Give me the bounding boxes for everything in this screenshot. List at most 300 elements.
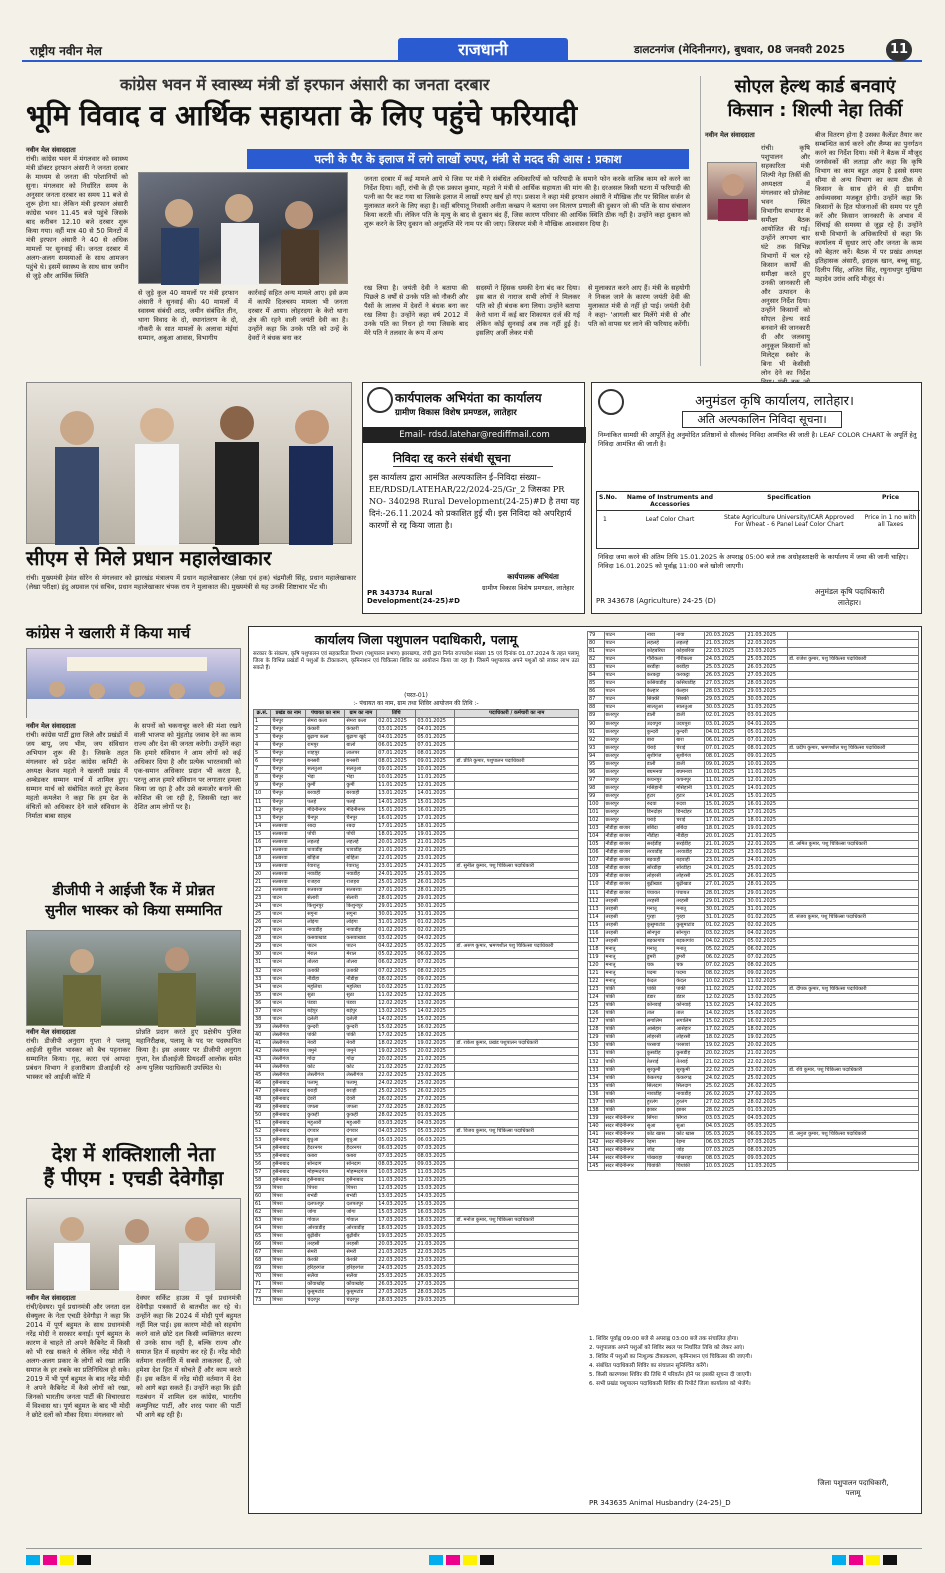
table-cell: बारा bbox=[675, 736, 704, 744]
table-cell: किशुनपुर bbox=[306, 903, 345, 911]
table-cell: सतबरवा bbox=[271, 822, 306, 830]
table-cell bbox=[788, 1082, 919, 1090]
table-cell: 20.02.2025 bbox=[746, 1042, 788, 1050]
table-cell: 11.03.2025 bbox=[746, 1163, 788, 1171]
table-cell: दलपतपुर bbox=[306, 1200, 345, 1208]
vet-note-1: 1. शिविर पूर्वाह्न 09:00 बजे से अपराह्न 03:00 बजे तक संचालित होगा। bbox=[589, 1336, 739, 1342]
deve-byline: नवीन मेल संवाददाता bbox=[26, 1294, 76, 1302]
table-cell: महुआरी bbox=[306, 1120, 345, 1128]
table-cell: पांकी bbox=[604, 1002, 645, 1010]
table-cell: नावाडीह bbox=[675, 1090, 704, 1098]
table-cell: 24.01.2025 bbox=[746, 857, 788, 865]
table-cell: 46 bbox=[254, 1080, 271, 1088]
table-cell: बबिंदा bbox=[675, 825, 704, 833]
table-cell: 26.03.2025 bbox=[704, 672, 746, 680]
table-cell: सोनपुरा bbox=[645, 929, 674, 937]
table-cell: 17.01.2025 bbox=[746, 809, 788, 817]
table-cell: 28.01.2025 bbox=[416, 887, 455, 895]
table-cell: बड़ेपुर bbox=[345, 1007, 377, 1015]
table-cell bbox=[788, 1026, 919, 1034]
table-cell: झाबर bbox=[675, 1106, 704, 1114]
table-cell: तरहसी bbox=[604, 913, 645, 921]
table-cell: पिपरा bbox=[271, 1241, 306, 1249]
table-cell: लहलहे bbox=[345, 838, 377, 846]
table-row bbox=[254, 1184, 579, 1192]
table-cell: डॉ. विजय कुमार, पशु चिकित्सा पदाधिकारी bbox=[455, 1128, 579, 1136]
table-cell: बबिंदा bbox=[645, 825, 674, 833]
table-row bbox=[588, 929, 919, 937]
table-cell: बनसरी bbox=[345, 758, 377, 766]
table-cell: सेलारी bbox=[345, 895, 377, 903]
table-cell: हुसैनाबाद bbox=[271, 1144, 306, 1152]
table-cell: मनातू bbox=[604, 953, 645, 961]
table-cell: 145 bbox=[588, 1163, 605, 1171]
table-cell: 07.02.2025 bbox=[416, 959, 455, 967]
ad2-sign2: लातेहार। bbox=[837, 598, 862, 607]
table-cell: 28.01.2025 bbox=[746, 881, 788, 889]
deve-col2: देवघर सर्किट हाउस में पूर्व प्रधानमंत्री देवेगौड़ा पत्रकारों से बातचीत कर रहे थे। उन्होंने कहा कि 2024 में मोदी पूर्ण बहुमत नहीं मिल पाई। इस कारण मोदी को सहयोग करने वाले छोटे दल किसी व्यक्तिगत कारण से उनके साथ नहीं है, बल्कि राज्य और समाज हित में सहयोग कर रहे हैं। नरेंद्र मोदी वर्तमान राजनीति में सबसे ताकतवर हैं, जो हमेशा देश हित में सोचते हैं और काम करते हैं। इस कठिन में नरेंद्र मोदी वर्तमान में देश को आगे बढ़ा सकते हैं। उन्होंने कहा कि इंडी गठबंधन में शामिल दल कांग्रेस, भारतीय कम्युनिस्ट पार्टी, और शरद पवार की पार्टी भी आगे बढ़ रही है। bbox=[136, 1294, 241, 1419]
table-cell: 15.03.2025 bbox=[416, 1200, 455, 1208]
table-cell: 130 bbox=[588, 1042, 605, 1050]
table-cell bbox=[788, 1042, 919, 1050]
table-cell bbox=[455, 935, 579, 943]
table-cell: 19.02.2025 bbox=[746, 1034, 788, 1042]
table-cell: गोवाल bbox=[306, 1216, 345, 1224]
table-cell: 15.01.2025 bbox=[704, 800, 746, 808]
soil-headline-2: किसान : शिल्पी नेहा तिर्की bbox=[727, 100, 903, 121]
table-cell: लेस्लीगंज bbox=[271, 1031, 306, 1039]
table-cell bbox=[788, 865, 919, 873]
table-cell: करकट्टा bbox=[645, 672, 674, 680]
table-cell: सिंगरा bbox=[645, 1114, 674, 1122]
table-cell: कुर्मी bbox=[345, 782, 377, 790]
table-cell: सलैया bbox=[306, 1273, 345, 1281]
table-cell: 13.03.2025 bbox=[377, 1192, 416, 1200]
table-cell: हुसैनाबाद bbox=[306, 1176, 345, 1184]
table-cell: 06.02.2025 bbox=[746, 945, 788, 953]
deve-headline-2: हैं पीएम : एचडी देवेगौड़ा bbox=[43, 1166, 224, 1190]
table-cell: हरिहरगंज bbox=[306, 1265, 345, 1273]
table-cell: पिपरा bbox=[271, 1297, 306, 1305]
table-cell bbox=[788, 768, 919, 776]
table-cell: 22.03.2025 bbox=[704, 648, 746, 656]
table-cell: सदर मेदिनीनगर bbox=[604, 1147, 645, 1155]
table-cell: डिनदोहर bbox=[675, 809, 704, 817]
table-cell: महुलिया bbox=[306, 983, 345, 991]
table-cell: कुकही bbox=[345, 1112, 377, 1120]
table-row bbox=[588, 881, 919, 889]
table-cell: 100 bbox=[588, 800, 605, 808]
table-cell: 12.03.2025 bbox=[416, 1176, 455, 1184]
table-cell: नौडीहा बाजार bbox=[604, 833, 645, 841]
table-cell: डॉ. राकेश कुमार, प्रखंड पशुपालन पदाधिकारी bbox=[455, 1039, 579, 1047]
table-cell: मनातू bbox=[604, 945, 645, 953]
table-cell: 26.02.2025 bbox=[746, 1082, 788, 1090]
table-cell: नौडीहा बाजार bbox=[604, 841, 645, 849]
table-row bbox=[588, 712, 919, 720]
table-cell: 02.01.2025 bbox=[377, 718, 416, 726]
table-cell: 6 bbox=[254, 758, 271, 766]
table-cell: गुरहा bbox=[675, 913, 704, 921]
table-cell: लहलहे bbox=[306, 838, 345, 846]
table-cell: लालपर bbox=[345, 750, 377, 758]
table-cell bbox=[455, 895, 579, 903]
table-row bbox=[588, 768, 919, 776]
table-cell: पांकी bbox=[604, 1074, 645, 1082]
table-cell: चैनपुर bbox=[271, 734, 306, 742]
table-cell: सतबरवा bbox=[271, 846, 306, 854]
table-cell: 110 bbox=[588, 881, 605, 889]
table-cell: 31.01.2025 bbox=[746, 905, 788, 913]
table-cell: पिपरा bbox=[271, 1281, 306, 1289]
table-cell: 129 bbox=[588, 1034, 605, 1042]
table-row bbox=[254, 951, 579, 959]
table-cell: 22 bbox=[254, 887, 271, 895]
table-cell: पाटन bbox=[271, 927, 306, 935]
table-cell: 5 bbox=[254, 750, 271, 758]
table-cell: चराई bbox=[645, 817, 674, 825]
table-cell: 42 bbox=[254, 1047, 271, 1055]
table-cell: पाटन bbox=[345, 943, 377, 951]
table-cell: 08.01.2025 bbox=[704, 752, 746, 760]
table-header: पदाधिकारी / कर्मचारी का नाम bbox=[455, 710, 579, 718]
table-cell: बारा bbox=[645, 736, 674, 744]
table-cell: तेतराई bbox=[675, 1058, 704, 1066]
table-cell bbox=[455, 1047, 579, 1055]
table-cell: 58 bbox=[254, 1176, 271, 1184]
table-cell: हुसैनाबाद bbox=[271, 1152, 306, 1160]
table-row bbox=[588, 648, 919, 656]
table-cell: पाटन bbox=[271, 999, 306, 1007]
table-cell: 14.01.2025 bbox=[377, 798, 416, 806]
table-row bbox=[254, 1160, 579, 1168]
table-cell: पंचायत bbox=[645, 889, 674, 897]
table-cell: लोइंगा bbox=[306, 919, 345, 927]
table-cell: चैनपुर bbox=[345, 814, 377, 822]
table-row bbox=[254, 991, 579, 999]
table-cell: छतरपुर bbox=[604, 736, 645, 744]
table-cell: 20.03.2025 bbox=[416, 1233, 455, 1241]
table-cell: 38 bbox=[254, 1015, 271, 1023]
table-cell: हुसैनाबाद bbox=[271, 1096, 306, 1104]
table-cell: परसावां bbox=[675, 1042, 704, 1050]
table-cell: 17.03.2025 bbox=[377, 1216, 416, 1224]
lead-kicker: कांग्रेस भवन में स्वास्थ्य मंत्री डॉ इरफान अंसारी का जनता दरबार bbox=[120, 75, 490, 94]
table-cell: 07.02.2025 bbox=[377, 967, 416, 975]
table-row bbox=[254, 975, 579, 983]
table-row bbox=[254, 887, 579, 895]
table-cell bbox=[788, 873, 919, 881]
table-cell: पलामू bbox=[345, 1080, 377, 1088]
table-cell: उदयपुरा bbox=[675, 720, 704, 728]
table-cell: 01.02.2025 bbox=[377, 927, 416, 935]
ad2-notice: अति अल्पकालिन निविदा सूचना। bbox=[682, 411, 842, 428]
table-cell: चैनपुर bbox=[271, 782, 306, 790]
ad2-table-rule bbox=[597, 510, 920, 511]
table-cell: कंकारी bbox=[345, 726, 377, 734]
table-row bbox=[588, 986, 919, 994]
lead-col3: कार्रवाई सहित अन्य मामले आए। इसे क्रम में काफी दिलचस्प मामला भी जनता दरबार में आया। लोहरदगा के केरो थाना क्षेत्र की रहने वाली जयंती देवी का है। उन्होंने कहा कि उनके पति को उन्हें के देवरों ने बंधक बना कर bbox=[248, 289, 348, 342]
table-cell bbox=[455, 1160, 579, 1168]
table-cell: 15.01.2025 bbox=[746, 792, 788, 800]
table-cell bbox=[455, 911, 579, 919]
table-cell: 08.03.2025 bbox=[377, 1160, 416, 1168]
table-cell: 22.01.2025 bbox=[746, 841, 788, 849]
table-cell: पाटन bbox=[604, 648, 645, 656]
congress-col2: के सपनों को चकनाचूर करने की मंशा रखने वाली भाजपा को मुंहतोड़ जवाब देने का काम राज्य और देश की जनता करेगी। उन्होंने कहा कि हमारे संविधान ने आम लोगों को कई अधिकार दिया है और प्रत्येक भारतवासी को एक-समान अधिकार प्रदान भी करता है, परन्तु आज हमारे संविधान पर लगातार हमला किया जा रहा है और उसे कमजोर बनाने की कोशिश की जा रही है, जिसकी रक्षा कर देशित आम लोगों पर है। bbox=[134, 722, 241, 811]
table-row bbox=[254, 1120, 579, 1128]
table-cell bbox=[788, 889, 919, 897]
table-cell: हुसैनाबाद bbox=[271, 1080, 306, 1088]
table-cell: सिलदाग bbox=[645, 1082, 674, 1090]
table-cell: सुठा bbox=[345, 991, 377, 999]
table-cell: कचनपुर bbox=[645, 776, 674, 784]
table-cell: 03.01.2025 bbox=[704, 720, 746, 728]
table-cell: 47 bbox=[254, 1088, 271, 1096]
table-cell: छतरपुर bbox=[604, 728, 645, 736]
table-cell: 05.01.2025 bbox=[746, 728, 788, 736]
table-row bbox=[588, 752, 919, 760]
table-cell bbox=[455, 742, 579, 750]
table-cell: 03.03.2025 bbox=[377, 1120, 416, 1128]
table-row bbox=[254, 1208, 579, 1216]
table-cell: 17.01.2025 bbox=[704, 817, 746, 825]
meeting-photo-icon bbox=[27, 1199, 242, 1291]
table-row bbox=[254, 862, 579, 870]
table-row bbox=[254, 1241, 579, 1249]
table-row bbox=[588, 672, 919, 680]
congress-headline: कांग्रेस ने खलारी में किया मार्च bbox=[26, 624, 191, 642]
paper-name: राष्ट्रीय नवीन मेल bbox=[30, 44, 102, 58]
table-cell: सदर मेदिनीनगर bbox=[604, 1155, 645, 1163]
table-cell: नवाडीह bbox=[345, 870, 377, 878]
table-cell: 06.01.2025 bbox=[377, 742, 416, 750]
table-row bbox=[588, 994, 919, 1002]
table-cell: 24.03.2025 bbox=[704, 656, 746, 664]
table-cell: 12.01.2025 bbox=[746, 776, 788, 784]
table-cell: 28.03.2025 bbox=[746, 680, 788, 688]
table-cell: कुन्दरी bbox=[645, 728, 674, 736]
table-cell: 106 bbox=[588, 849, 605, 857]
table-cell: 23.02.2025 bbox=[746, 1066, 788, 1074]
table-cell bbox=[788, 945, 919, 953]
table-cell: 24.02.2025 bbox=[704, 1074, 746, 1082]
table-cell: 27.03.2025 bbox=[377, 1289, 416, 1297]
table-cell: 17 bbox=[254, 846, 271, 854]
table-cell: पंडवा bbox=[306, 999, 345, 1007]
table-cell: 99 bbox=[588, 792, 605, 800]
table-cell: 132 bbox=[588, 1058, 605, 1066]
table-header: क्र.सं. bbox=[254, 710, 271, 718]
table-cell: 06.01.2025 bbox=[704, 736, 746, 744]
table-cell: डुमरी bbox=[645, 953, 674, 961]
table-row bbox=[254, 766, 579, 774]
table-cell bbox=[788, 728, 919, 736]
table-cell: कुसडीह bbox=[645, 1050, 674, 1058]
table-cell: चेराई bbox=[675, 744, 704, 752]
table-cell: सतबरवा bbox=[271, 878, 306, 886]
table-cell: छतरपुर bbox=[604, 792, 645, 800]
table-cell: 143 bbox=[588, 1147, 605, 1155]
table-row bbox=[588, 656, 919, 664]
table-cell: बभंडी bbox=[345, 1192, 377, 1200]
table-cell: 31.01.2025 bbox=[377, 919, 416, 927]
table-row bbox=[588, 1018, 919, 1026]
table-cell: 23 bbox=[254, 895, 271, 903]
table-cell: चैनपुर bbox=[271, 718, 306, 726]
table-cell: बभंडी bbox=[306, 1192, 345, 1200]
table-cell: 18.01.2025 bbox=[416, 822, 455, 830]
table-cell: बरवाही bbox=[306, 790, 345, 798]
table-cell: चैनपुर bbox=[271, 798, 306, 806]
table-cell: 1 bbox=[254, 718, 271, 726]
table-cell: 16.01.2025 bbox=[704, 809, 746, 817]
congress-text1: रांची। कांग्रेस पार्टी द्वारा जिले और प्रखंडों में जय बापू, जय भीम, जय संविधान अभियान शुरू की है। जिसके तहत मंगलवार को प्रदेश कांग्रेस कमिटी के अध्यक्ष केशव महतो ने खलारी प्रखंड में अम्बेडकर सम्मान मार्च में शामिल हुए। सम्मान मार्च को संबोधित करते हुए केशव महतो कमलेश ने कहा कि हम देश के वंचितों को अधिकार देने वाले संविधान के निर्माता बाबा साहब bbox=[26, 731, 128, 820]
table-cell: 16.02.2025 bbox=[746, 1018, 788, 1026]
table-cell: 15 bbox=[254, 830, 271, 838]
table-cell: 12.03.2025 bbox=[377, 1184, 416, 1192]
table-cell: 14.02.2025 bbox=[746, 1002, 788, 1010]
ad1-sign: कार्यपालक अभियंता bbox=[507, 573, 559, 581]
table-cell: चैनपुर bbox=[271, 806, 306, 814]
table-cell: सतबरवा bbox=[271, 830, 306, 838]
table-cell: कुन्दरी bbox=[306, 1023, 345, 1031]
table-cell: चैनपुर bbox=[271, 726, 306, 734]
congress-col1 bbox=[26, 722, 128, 878]
table-cell bbox=[455, 1152, 579, 1160]
table-cell: 127 bbox=[588, 1018, 605, 1026]
table-cell: 64 bbox=[254, 1225, 271, 1233]
table-cell: आसेहार bbox=[675, 1026, 704, 1034]
table-cell: केल्हार bbox=[675, 688, 704, 696]
table-cell: 11.02.2025 bbox=[704, 986, 746, 994]
congress-photo bbox=[26, 648, 241, 718]
table-cell: 29.03.2025 bbox=[746, 688, 788, 696]
table-cell: राजहरा bbox=[306, 878, 345, 886]
table-cell: 11.01.2025 bbox=[704, 776, 746, 784]
table-row bbox=[254, 1015, 579, 1023]
table-cell: 121 bbox=[588, 969, 605, 977]
table-cell: 24.03.2025 bbox=[377, 1265, 416, 1273]
table-cell: 23.01.2025 bbox=[704, 857, 746, 865]
table-cell: 08.02.2025 bbox=[416, 967, 455, 975]
table-cell: 108 bbox=[588, 865, 605, 873]
table-cell: बड़कागांव bbox=[645, 937, 674, 945]
table-cell bbox=[788, 736, 919, 744]
table-cell: पाटन bbox=[271, 911, 306, 919]
table-cell: 20 bbox=[254, 870, 271, 878]
table-cell: डॉ. दीपक कुमार, पशु चिकित्सा पदाधिकारी bbox=[788, 986, 919, 994]
table-cell: बड़वाही bbox=[675, 857, 704, 865]
table-cell bbox=[788, 1106, 919, 1114]
table-cell: नौडीहा बाजार bbox=[604, 873, 645, 881]
table-cell: सेलारी bbox=[306, 895, 345, 903]
table-cell: 25.02.2025 bbox=[416, 1080, 455, 1088]
table-cell: लोहरसी bbox=[675, 1034, 704, 1042]
table-cell: 28 bbox=[254, 935, 271, 943]
table-cell: नावाडीह bbox=[645, 1090, 674, 1098]
table-cell bbox=[788, 1163, 919, 1171]
table-cell: 90 bbox=[588, 720, 605, 728]
table-cell: 07.01.2025 bbox=[704, 744, 746, 752]
lead-headline: भूमि विवाद व आर्थिक सहायता के लिए पहुंचे फरियादी bbox=[26, 99, 578, 132]
table-cell: 117 bbox=[588, 937, 605, 945]
table-cell: 29.03.2025 bbox=[704, 696, 746, 704]
table-cell bbox=[455, 1136, 579, 1144]
table-cell bbox=[455, 887, 579, 895]
table-cell: हुसैनाबाद bbox=[271, 1088, 306, 1096]
table-cell bbox=[455, 1233, 579, 1241]
table-cell: हैदरनगर bbox=[306, 1144, 345, 1152]
table-cell bbox=[788, 672, 919, 680]
table-cell: 12.02.2025 bbox=[377, 999, 416, 1007]
vet-title: कार्यालय जिला पशुपालन पदाधिकारी, पलामू bbox=[314, 632, 518, 647]
table-row bbox=[254, 822, 579, 830]
table-cell: 22.01.2025 bbox=[704, 849, 746, 857]
table-cell: 95 bbox=[588, 760, 605, 768]
table-cell: 08.02.2025 bbox=[746, 961, 788, 969]
table-cell: पोंची bbox=[306, 830, 345, 838]
table-cell: मनातू bbox=[604, 978, 645, 986]
table-cell: 25.01.2025 bbox=[377, 878, 416, 886]
table-cell: 48 bbox=[254, 1096, 271, 1104]
table-cell: कुन्दरी bbox=[675, 728, 704, 736]
table-cell: सालतुआ bbox=[675, 704, 704, 712]
table-row bbox=[254, 830, 579, 838]
table-row bbox=[254, 1257, 579, 1265]
table-cell bbox=[788, 1074, 919, 1082]
table-row bbox=[254, 983, 579, 991]
table-cell: 22.02.2025 bbox=[704, 1066, 746, 1074]
table-cell bbox=[788, 897, 919, 905]
table-row bbox=[254, 1297, 579, 1305]
table-cell: 29.01.2025 bbox=[416, 895, 455, 903]
table-cell: जमुने bbox=[345, 1047, 377, 1055]
lead-col6: से मुलाकात करने आए हैं। मंत्री के सहयोगी ने निकल जाने के कारण जयंती देवी की मुलाकात मंत्री से नहीं हो पाई। जयंती देवी ने कहा- 'आगली बार मिलेंगे मंत्री से और पति को वापस घर लाने की फरियाद करेंगी। bbox=[588, 284, 690, 328]
ad2-h-sno: S.No. bbox=[599, 494, 618, 501]
table-row bbox=[254, 870, 579, 878]
table-cell: 25.03.2025 bbox=[377, 1273, 416, 1281]
table-cell: 07.03.2025 bbox=[416, 1144, 455, 1152]
table-cell: पिपरा bbox=[271, 1233, 306, 1241]
table-cell: 104 bbox=[588, 833, 605, 841]
table-cell bbox=[788, 1018, 919, 1026]
table-cell: पांकी bbox=[604, 1090, 645, 1098]
table-cell: सेमरी bbox=[306, 1249, 345, 1257]
table-cell: पिपरा bbox=[271, 1200, 306, 1208]
table-cell: 07.02.2025 bbox=[746, 953, 788, 961]
table-cell: 142 bbox=[588, 1138, 605, 1146]
table-cell: पांकी bbox=[604, 1050, 645, 1058]
table-cell: 02.02.2025 bbox=[746, 921, 788, 929]
lead-subhead: पत्नी के पैर के इलाज में लगे लाखों रुपए, मंत्री से मदद की आस : प्रकाश bbox=[247, 149, 689, 169]
table-cell: पिपरा bbox=[271, 1249, 306, 1257]
vet-note-6: 6. सभी प्रखंड पशुपालन पदाधिकारी शिविर की रिपोर्ट जिला कार्यालय को भेजेंगे। bbox=[589, 1381, 751, 1387]
table-cell: कोट bbox=[306, 1064, 345, 1072]
table-cell: 25 bbox=[254, 911, 271, 919]
ad1-dept: ग्रामीण विकास विशेष प्रमण्डल, लातेहार bbox=[395, 408, 517, 418]
table-cell: 19.02.2025 bbox=[704, 1042, 746, 1050]
table-cell: 31.03.2025 bbox=[746, 704, 788, 712]
table-cell: 02.02.2025 bbox=[416, 927, 455, 935]
soil-col1: रांची। कृषि पशुपालन और सहकारिता मंत्री शिल्पी नेहा तिर्की की अध्यक्षता में मंगलवार को प्रोजेक्ट भवन स्थित विभागीय सभागार में समीक्षा बैठक आयोजित की गई। उन्होंने लगभग चार घंटे तक विभिन्न विभागों में चल रहे किसान कार्यों की समीक्षा करते हुए उनकी जानकारी ली और उत्पादन के अनुसार निर्देश दिया। उन्होंने किसानों को सोएल हेल्थ कार्ड बनवाने की जानकारी दी और जलवायु अनुकूल किसानों को मिलेट्स स्कोर के बिना भी केसीसी लोन देने का निर्देश bbox=[761, 144, 810, 377]
table-cell: आसेहार bbox=[645, 1026, 674, 1034]
table-row bbox=[254, 726, 579, 734]
table-cell: 84 bbox=[588, 672, 605, 680]
table-cell: मनातू bbox=[604, 961, 645, 969]
table-row bbox=[254, 1216, 579, 1224]
dgp-col1 bbox=[26, 1028, 130, 1138]
